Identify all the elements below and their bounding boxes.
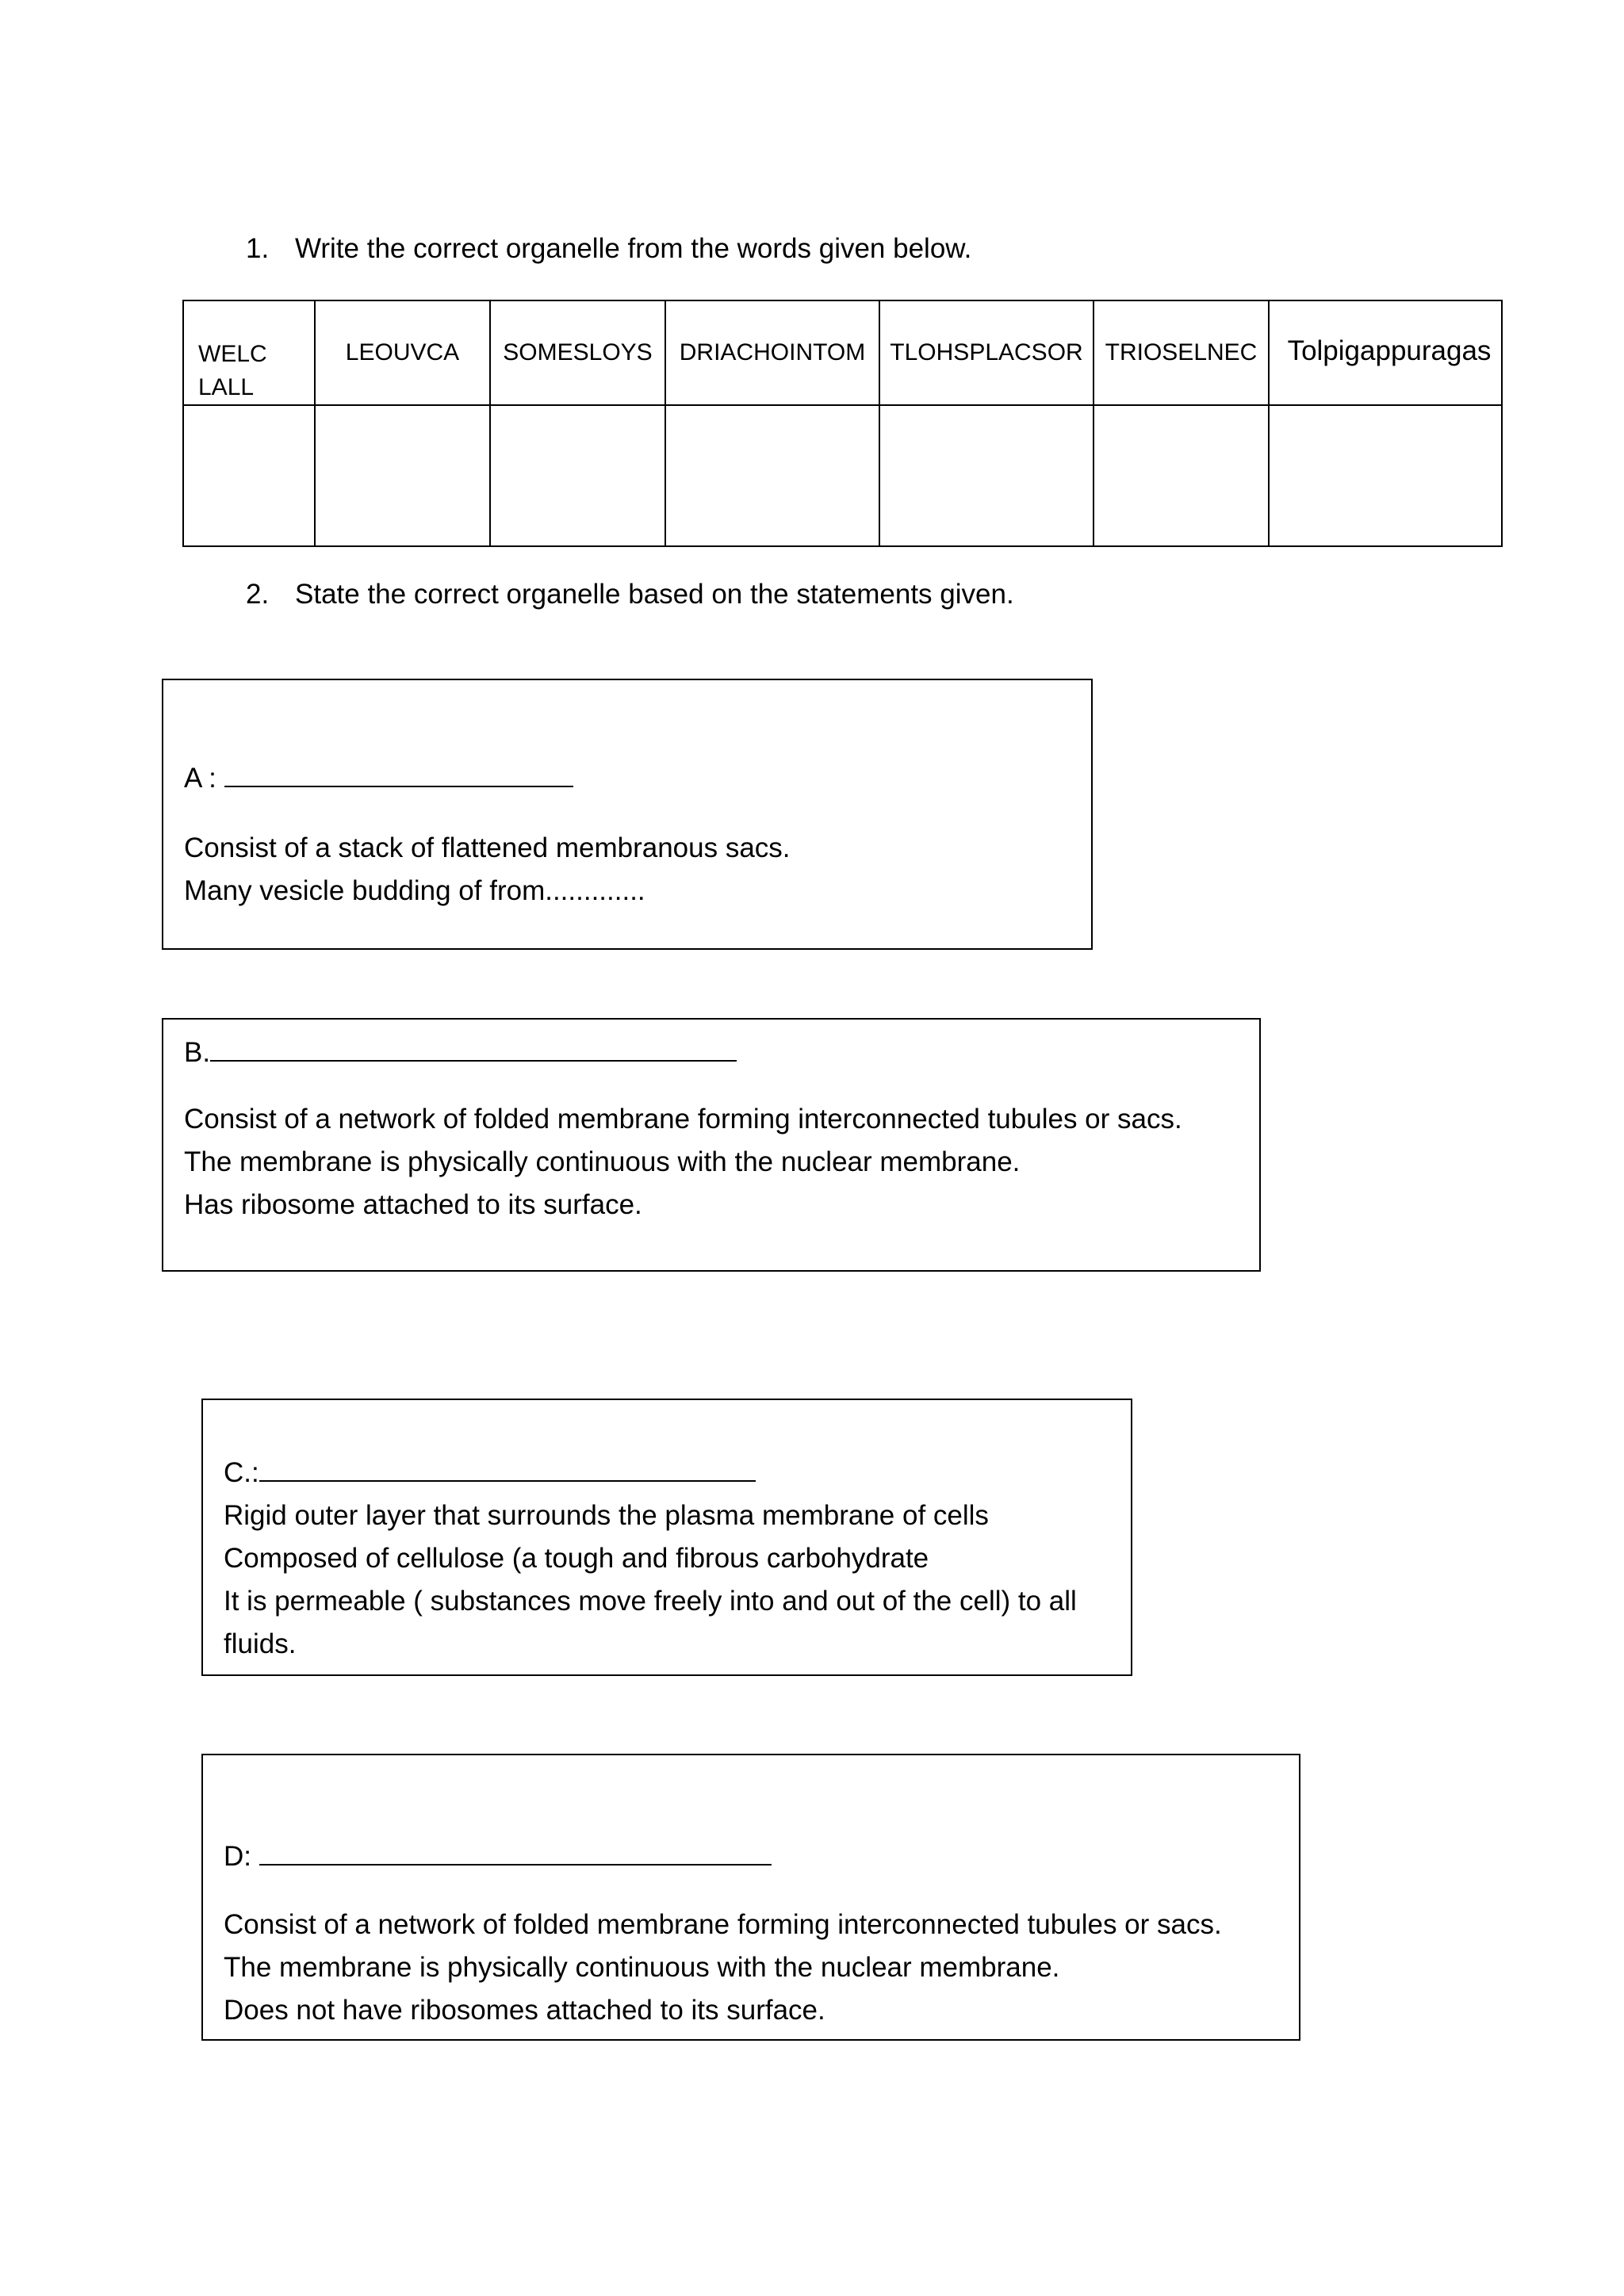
box-d-line-1: Consist of a network of folded membrane forming interconnected tubules or sacs. — [224, 1909, 1222, 1940]
box-c-blank[interactable] — [259, 1456, 756, 1482]
answer-cell-5[interactable] — [879, 405, 1094, 546]
answer-cell-1[interactable] — [183, 405, 315, 546]
question-2-number: 2. — [246, 579, 270, 610]
answer-row — [183, 405, 1502, 546]
question-1-heading — [246, 232, 971, 266]
word-cell-3: SOMESLOYS — [490, 300, 665, 405]
word-row — [183, 300, 1502, 405]
box-c-line-4: fluids. — [224, 1628, 297, 1659]
box-b-line-2: The membrane is physically continuous with the nuclear membrane. — [184, 1146, 1021, 1177]
box-a-answer-line — [184, 761, 573, 796]
word-cell-4: DRIACHOINTOM — [665, 300, 879, 405]
word-cell-7: Tolpigappuragas — [1269, 300, 1502, 405]
box-c-label: C.: — [224, 1457, 259, 1488]
question-1-text: Write the correct organelle from the words given below. — [295, 233, 972, 264]
word-cell-6: TRIOSELNEC — [1094, 300, 1269, 405]
word-cell-5: TLOHSPLACSOR — [879, 300, 1094, 405]
box-a-line-2: Many vesicle budding of from............. — [184, 875, 645, 906]
statement-box-c — [201, 1399, 1132, 1676]
box-c-line-2: Composed of cellulose (a tough and fibrous carbohydrate — [224, 1543, 929, 1574]
answer-cell-6[interactable] — [1094, 405, 1269, 546]
question-2-text: State the correct organelle based on the statements given. — [295, 579, 1014, 610]
statement-box-a — [162, 679, 1093, 950]
answer-cell-7[interactable] — [1269, 405, 1502, 546]
box-a-label: A : — [184, 763, 216, 794]
box-a-blank[interactable] — [224, 762, 573, 787]
box-d-answer-line — [224, 1839, 772, 1874]
answer-cell-2[interactable] — [315, 405, 490, 546]
box-b-line-3: Has ribosome attached to its surface. — [184, 1189, 642, 1220]
box-c-answer-line — [224, 1456, 756, 1490]
box-b-line-1: Consist of a network of folded membrane forming interconnected tubules or sacs. — [184, 1104, 1182, 1135]
answer-cell-4[interactable] — [665, 405, 879, 546]
question-2-heading — [246, 577, 1014, 612]
box-b-answer-line — [184, 1035, 737, 1070]
box-c-line-1: Rigid outer layer that surrounds the plasma membrane of cells — [224, 1500, 989, 1531]
answer-cell-3[interactable] — [490, 405, 665, 546]
box-d-blank[interactable] — [259, 1840, 772, 1866]
question-1-number: 1. — [246, 233, 270, 264]
box-c-line-3: It is permeable ( substances move freely into and out of the cell) to all — [224, 1586, 1077, 1617]
statement-box-b — [162, 1018, 1261, 1272]
box-d-label: D: — [224, 1841, 251, 1872]
statement-box-d — [201, 1754, 1300, 2041]
box-d-line-3: Does not have ribosomes attached to its surface. — [224, 1995, 825, 2026]
scrambled-words-table — [182, 300, 1503, 547]
word-cell-2: LEOUVCA — [315, 300, 490, 405]
box-a-line-1: Consist of a stack of flattened membranous sacs. — [184, 832, 791, 863]
word-cell-1: WELC LALL — [183, 300, 315, 405]
box-b-blank[interactable] — [210, 1036, 737, 1062]
box-d-line-2: The membrane is physically continuous with the nuclear membrane. — [224, 1952, 1060, 1983]
box-b-label: B. — [184, 1037, 211, 1068]
